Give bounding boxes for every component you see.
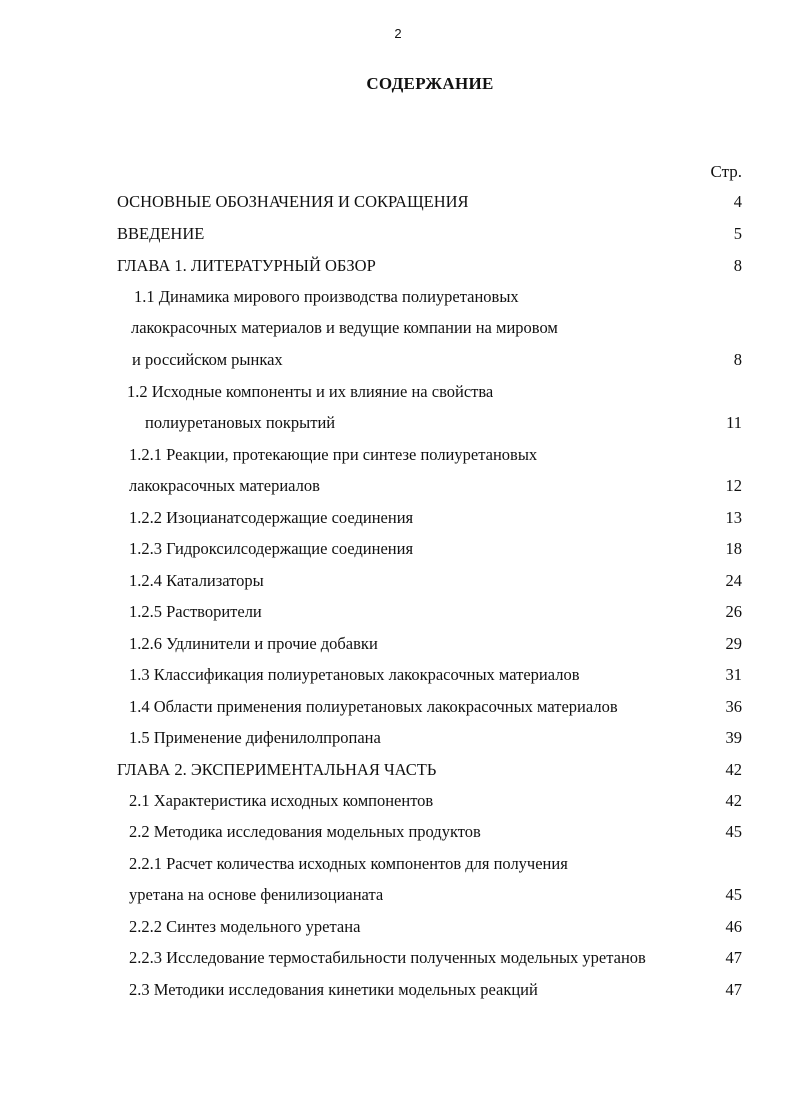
toc-entry-page: 47 [725, 980, 742, 999]
toc-entry-page: 26 [725, 602, 742, 621]
toc-entry-page: 24 [725, 571, 742, 590]
toc-entry-text: лакокрасочных материалов и ведущие компании на мировом [131, 318, 558, 337]
toc-entry-page: 42 [725, 760, 742, 779]
toc-entry-page: 46 [725, 917, 742, 936]
page-title: СОДЕРЖАНИЕ [366, 74, 494, 93]
toc-entry-text: ГЛАВА 2. ЭКСПЕРИМЕНТАЛЬНАЯ ЧАСТЬ [117, 760, 437, 779]
page-number: 2 [394, 26, 402, 41]
toc-entry-text: 1.2 Исходные компоненты и их влияние на свойства [127, 382, 494, 401]
toc-entry-page: 13 [725, 508, 742, 527]
toc-entry-page: 45 [725, 885, 742, 904]
toc-entry-text: 1.4 Области применения полиуретановых лакокрасочных материалов [129, 697, 618, 716]
toc-entry-text: 1.3 Классификация полиуретановых лакокрасочных материалов [129, 665, 580, 684]
toc-entry-text: 2.2.3 Исследование термостабильности полученных модельных уретанов [129, 948, 646, 967]
toc-entry-text: 1.2.3 Гидроксилсодержащие соединения [129, 539, 414, 558]
toc-entry-page: 5 [733, 224, 742, 243]
toc-entry-text: и российском рынках [132, 350, 283, 369]
toc-entry-page: 42 [725, 791, 742, 810]
toc-entry-page: 47 [725, 948, 742, 967]
toc-entry-text: ОСНОВНЫЕ ОБОЗНАЧЕНИЯ И СОКРАЩЕНИЯ [117, 192, 469, 211]
toc-entry-text: 2.2 Методика исследования модельных продуктов [129, 822, 481, 841]
toc-entry-text: 2.2.1 Расчет количества исходных компонентов для получения [129, 854, 568, 873]
toc-entry-text: полиуретановых покрытий [145, 413, 336, 432]
toc-entry-text: ВВЕДЕНИЕ [117, 224, 205, 243]
toc-entry-page: 31 [725, 665, 742, 684]
toc-entry-text: лакокрасочных материалов [129, 476, 320, 495]
toc-entry-text: ГЛАВА 1. ЛИТЕРАТУРНЫЙ ОБЗОР [117, 256, 376, 275]
toc-entry-page: 12 [725, 476, 742, 495]
toc-entry-text: 2.1 Характеристика исходных компонентов [129, 791, 434, 810]
toc-entry-text: 2.2.2 Синтез модельного уретана [129, 917, 361, 936]
toc-entry-page: 11 [726, 413, 742, 432]
toc-entry-text: 2.3 Методики исследования кинетики модельных реакций [129, 980, 538, 999]
toc-entry-page: 39 [725, 728, 742, 747]
toc-entry-text: уретана на основе фенилизоцианата [129, 885, 384, 904]
toc-entry-text: 1.2.2 Изоцианатсодержащие соединения [129, 508, 414, 527]
toc-entry-text: 1.2.1 Реакции, протекающие при синтезе полиуретановых [129, 445, 538, 464]
toc-entry-text: 1.2.6 Удлинители и прочие добавки [129, 634, 378, 653]
toc-entry-page: 45 [725, 822, 742, 841]
toc-entry-text: 1.1 Динамика мирового производства полиуретановых [134, 287, 519, 306]
page-column-label: Стр. [710, 162, 742, 181]
toc-entry-page: 8 [733, 350, 742, 369]
toc-entry-text: 1.2.5 Растворители [129, 602, 262, 621]
toc-entry-page: 8 [733, 256, 742, 275]
toc-entry-text: 1.5 Применение дифенилолпропана [129, 728, 381, 747]
toc-entry-page: 29 [725, 634, 742, 653]
toc-entry-text: 1.2.4 Катализаторы [129, 571, 264, 590]
toc-entry-page: 18 [725, 539, 742, 558]
toc-entry-page: 4 [733, 192, 742, 211]
toc-entry-page: 36 [725, 697, 742, 716]
